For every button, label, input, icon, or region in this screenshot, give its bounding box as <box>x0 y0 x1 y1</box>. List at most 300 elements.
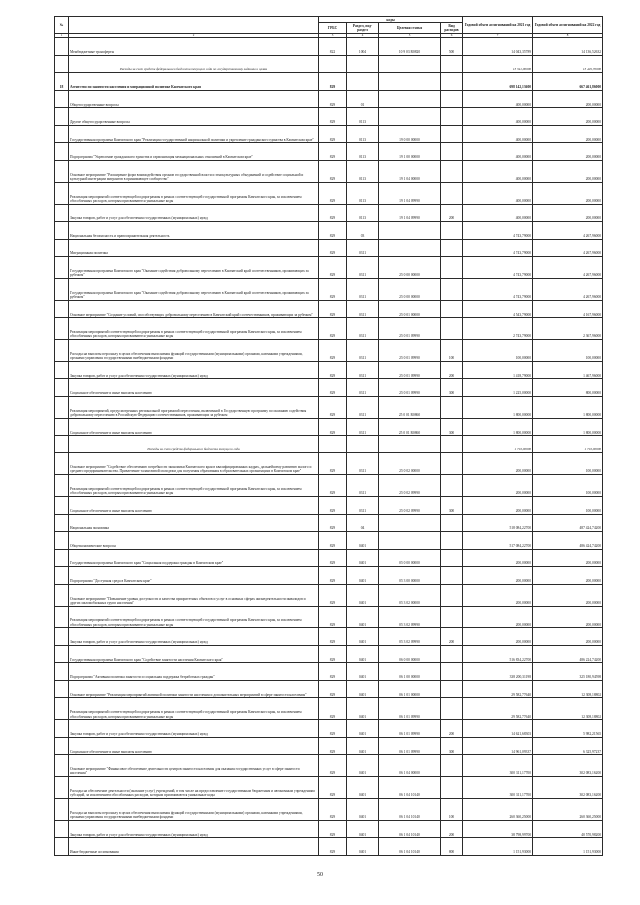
column-index: 7 <box>463 33 533 38</box>
row-razdel: 0311 <box>347 318 379 340</box>
row-grbs: 829 <box>319 318 347 340</box>
row-name: Социальное обеспечение и иные выплаты населению <box>69 379 319 397</box>
row-name: Основное мероприятие "Создание условий, способствующих добровольному переселению в Камчатский край соотечественников, проживающих за рубежом" <box>69 300 319 318</box>
row-amount-2022: 487 424,74200 <box>533 514 603 532</box>
row-target-article: 06 1 04 10140 <box>379 838 441 856</box>
row-amount-2022: 200,00000 <box>533 567 603 585</box>
row-amount-2021: 200,00000 <box>463 453 533 475</box>
row-expense-type <box>441 278 463 300</box>
row-name: Подпрограмма "Активная политика занятости и социальная поддержка безработных граждан" <box>69 663 319 681</box>
row-expense-type: 800 <box>441 838 463 856</box>
table-row <box>55 361 603 379</box>
row-grbs: 829 <box>319 204 347 222</box>
row-razdel: 0401 <box>347 798 379 820</box>
row-razdel: 0113 <box>347 125 379 143</box>
row-expense-type <box>441 108 463 126</box>
table-row <box>55 645 603 663</box>
row-amount-2021: 13 341,00000 <box>463 56 533 73</box>
row-grbs: 829 <box>319 720 347 738</box>
row-expense-type <box>441 257 463 279</box>
row-amount-2021: 400,00000 <box>463 90 533 108</box>
row-number <box>55 182 69 204</box>
row-grbs: 829 <box>319 820 347 838</box>
row-number <box>55 436 69 453</box>
row-amount-2022: 100,00000 <box>533 453 603 475</box>
table-row <box>55 108 603 126</box>
row-amount-2022: 12 308,18802 <box>533 680 603 698</box>
row-number <box>55 125 69 143</box>
row-name: Социальное обеспечение и иные выплаты населению <box>69 496 319 514</box>
row-target-article: 25 0 00 00000 <box>379 257 441 279</box>
row-razdel: 0113 <box>347 108 379 126</box>
row-expense-type <box>441 436 463 453</box>
row-amount-2021: 400,00000 <box>463 143 533 161</box>
row-amount-2021: 1 710,00000 <box>463 436 533 453</box>
row-number <box>55 239 69 257</box>
row-razdel: 01 <box>347 90 379 108</box>
row-name: Закупка товаров, работ и услуг для обеспечения государственных (муниципальных) нужд <box>69 720 319 738</box>
row-name: Подпрограмма "Доступная среда в Камчатском крае" <box>69 567 319 585</box>
row-expense-type <box>441 475 463 497</box>
row-amount-2022: 4 267,96000 <box>533 222 603 240</box>
table-row <box>55 698 603 720</box>
row-grbs: 829 <box>319 418 347 436</box>
table-row <box>55 257 603 279</box>
row-razdel: 0311 <box>347 379 379 397</box>
row-amount-2021: 338 200,31198 <box>463 663 533 681</box>
header-csr: Целевая статья <box>379 23 441 33</box>
table-row <box>55 720 603 738</box>
row-name: Миграционная политика <box>69 239 319 257</box>
table-row <box>55 436 603 453</box>
row-number <box>55 645 69 663</box>
row-amount-2022: 200,00000 <box>533 584 603 606</box>
row-expense-type: 200 <box>441 820 463 838</box>
row-amount-2021: 300 311,17700 <box>463 777 533 799</box>
row-amount-2022: 4 267,96000 <box>533 239 603 257</box>
row-expense-type <box>441 663 463 681</box>
row-razdel: 0401 <box>347 549 379 567</box>
row-number <box>55 418 69 436</box>
row-razdel <box>347 56 379 73</box>
row-amount-2022: 800,00000 <box>533 379 603 397</box>
row-razdel: 04 <box>347 514 379 532</box>
row-amount-2021: 518 084,22700 <box>463 514 533 532</box>
row-amount-2021: 400,00000 <box>463 204 533 222</box>
row-name: Межбюджетные трансферты <box>69 38 319 56</box>
row-name: Государственная программа Камчатского края "Социальная поддержка граждан в Камчатском крае" <box>69 549 319 567</box>
row-grbs: 829 <box>319 514 347 532</box>
table-row <box>55 777 603 799</box>
row-number <box>55 222 69 240</box>
row-amount-2021: 200,00000 <box>463 584 533 606</box>
row-target-article: 06 1 01 09990 <box>379 737 441 755</box>
table-row <box>55 532 603 550</box>
table-row <box>55 204 603 222</box>
row-amount-2021: 4 743,79000 <box>463 278 533 300</box>
row-amount-2022: 4 267,96000 <box>533 257 603 279</box>
row-amount-2022: 2 367,96000 <box>533 318 603 340</box>
row-expense-type <box>441 125 463 143</box>
row-target-article: 06 1 04 10140 <box>379 777 441 799</box>
row-target-article: 25 0 01 R0860 <box>379 418 441 436</box>
table-row <box>55 38 603 56</box>
row-name: Основное мероприятие "Финансовое обеспечение деятельности центров занятости населения для оказания государственных услуг в сфере занятости населения" <box>69 755 319 777</box>
row-amount-2022: 302 083,16200 <box>533 777 603 799</box>
row-grbs: 829 <box>319 698 347 720</box>
row-target-article: 05 3 00 00000 <box>379 567 441 585</box>
row-target-article <box>379 73 441 91</box>
row-grbs: 829 <box>319 755 347 777</box>
row-number <box>55 737 69 755</box>
row-number <box>55 340 69 362</box>
row-razdel: 0311 <box>347 300 379 318</box>
header-razdel: Раздел, под-раздел <box>347 23 379 33</box>
table-row <box>55 56 603 73</box>
row-name: Расходы на выплаты персоналу в целях обеспечения выполнения функций государственными (муниципальными) органами, казенными учреждениями, органами управления государственными внебюджетными фондами <box>69 798 319 820</box>
row-expense-type <box>441 239 463 257</box>
row-name: Закупка товаров, работ и услуг для обеспечения государственных (муниципальных) нужд <box>69 204 319 222</box>
row-amount-2021: 4 743,79000 <box>463 257 533 279</box>
row-amount-2021: 4 743,79000 <box>463 222 533 240</box>
row-amount-2022: 200,00000 <box>533 108 603 126</box>
row-target-article: 06 1 01 00000 <box>379 680 441 698</box>
row-target-article: 25 0 01 R0860 <box>379 396 441 418</box>
row-grbs: 829 <box>319 737 347 755</box>
row-name: Агентство по занятости населения и миграционной политике Камчатского края <box>69 73 319 91</box>
row-amount-2022: 667 461,86000 <box>533 73 603 91</box>
row-grbs: 829 <box>319 628 347 646</box>
row-name: Основное мероприятие "Реализация мероприятий активной политики занятости населения и дополнительных мероприятий в сфере занятости населения" <box>69 680 319 698</box>
table-row <box>55 278 603 300</box>
row-razdel: 0401 <box>347 777 379 799</box>
row-grbs: 829 <box>319 663 347 681</box>
row-amount-2022: 4 167,96000 <box>533 300 603 318</box>
row-expense-type: 100 <box>441 798 463 820</box>
row-razdel: 03 <box>347 222 379 240</box>
row-amount-2022: 1 800,00000 <box>533 396 603 418</box>
row-amount-2021: 100,00000 <box>463 340 533 362</box>
row-razdel: 0311 <box>347 475 379 497</box>
row-amount-2021: 517 084,22700 <box>463 532 533 550</box>
row-target-article: 10 9 03 R0820 <box>379 38 441 56</box>
row-number <box>55 278 69 300</box>
row-number <box>55 606 69 628</box>
row-amount-2021: 260 360,25000 <box>463 798 533 820</box>
row-grbs: 829 <box>319 645 347 663</box>
row-amount-2022: 1 467,96000 <box>533 361 603 379</box>
row-grbs: 829 <box>319 222 347 240</box>
row-amount-2021: 29 582,77640 <box>463 680 533 698</box>
row-grbs: 829 <box>319 160 347 182</box>
row-expense-type <box>441 777 463 799</box>
row-razdel: 0113 <box>347 160 379 182</box>
row-number <box>55 838 69 856</box>
table-row <box>55 798 603 820</box>
row-number <box>55 90 69 108</box>
row-amount-2022: 200,00000 <box>533 160 603 182</box>
row-amount-2022: 200,00000 <box>533 204 603 222</box>
row-expense-type <box>441 453 463 475</box>
row-target-article: 25 0 00 00000 <box>379 278 441 300</box>
row-number <box>55 680 69 698</box>
row-target-article <box>379 532 441 550</box>
row-target-article: 06 0 00 00000 <box>379 645 441 663</box>
row-razdel: 0401 <box>347 737 379 755</box>
row-amount-2022: 486 424,74200 <box>533 532 603 550</box>
row-name: Национальная экономика <box>69 514 319 532</box>
table-row <box>55 143 603 161</box>
table-row <box>55 549 603 567</box>
column-index: 8 <box>533 33 603 38</box>
row-target-article: 05 3 02 09990 <box>379 606 441 628</box>
column-index: 1 <box>55 33 69 38</box>
column-index: 2 <box>69 33 319 38</box>
row-expense-type <box>441 182 463 204</box>
row-grbs <box>319 56 347 73</box>
row-grbs: 829 <box>319 108 347 126</box>
row-amount-2022: 200,00000 <box>533 182 603 204</box>
row-expense-type <box>441 645 463 663</box>
row-target-article: 25 0 02 00000 <box>379 453 441 475</box>
row-expense-type <box>441 160 463 182</box>
row-number <box>55 549 69 567</box>
row-razdel: 0311 <box>347 396 379 418</box>
table-row <box>55 628 603 646</box>
table-row <box>55 300 603 318</box>
row-razdel: 0311 <box>347 453 379 475</box>
row-target-article: 25 0 01 09990 <box>379 340 441 362</box>
row-razdel: 0311 <box>347 278 379 300</box>
row-target-article <box>379 222 441 240</box>
row-number <box>55 108 69 126</box>
row-amount-2021: 200,00000 <box>463 549 533 567</box>
row-amount-2022: 40 570,98200 <box>533 820 603 838</box>
row-grbs: 829 <box>319 606 347 628</box>
table-row <box>55 73 603 91</box>
row-amount-2022: 200,00000 <box>533 143 603 161</box>
row-number <box>55 396 69 418</box>
row-number <box>55 318 69 340</box>
row-name: Государственная программа Камчатского края "Оказание содействия добровольному переселению в Камчатский край соотечественников, проживающих за рубежом" <box>69 257 319 279</box>
row-grbs: 829 <box>319 340 347 362</box>
row-grbs: 829 <box>319 396 347 418</box>
row-expense-type <box>441 584 463 606</box>
row-amount-2021: 1 800,00000 <box>463 418 533 436</box>
row-target-article: 06 1 04 10140 <box>379 820 441 838</box>
row-expense-type <box>441 222 463 240</box>
column-index: 4 <box>347 33 379 38</box>
row-expense-type: 200 <box>441 628 463 646</box>
row-expense-type: 100 <box>441 340 463 362</box>
row-name: Закупка товаров, работ и услуг для обеспечения государственных (муниципальных) нужд <box>69 628 319 646</box>
row-razdel: 0113 <box>347 204 379 222</box>
row-target-article: 06 1 01 09990 <box>379 698 441 720</box>
row-expense-type <box>441 755 463 777</box>
row-grbs: 829 <box>319 300 347 318</box>
row-number <box>55 300 69 318</box>
row-expense-type <box>441 549 463 567</box>
row-expense-type <box>441 143 463 161</box>
row-amount-2021: 4 743,79000 <box>463 239 533 257</box>
row-target-article <box>379 239 441 257</box>
table-row <box>55 222 603 240</box>
row-name: Закупка товаров, работ и услуг для обеспечения государственных (муниципальных) нужд <box>69 361 319 379</box>
row-razdel: 0113 <box>347 143 379 161</box>
row-razdel: 0401 <box>347 532 379 550</box>
row-razdel: 0401 <box>347 698 379 720</box>
table-row <box>55 475 603 497</box>
row-name: Социальное обеспечение и иные выплаты населению <box>69 737 319 755</box>
row-amount-2021: 200,00000 <box>463 567 533 585</box>
column-index: 3 <box>319 33 347 38</box>
column-index: 6 <box>441 33 463 38</box>
row-amount-2022: 1 710,00000 <box>533 436 603 453</box>
row-grbs: 829 <box>319 182 347 204</box>
header-vr: Вид расходов <box>441 23 463 33</box>
row-amount-2021: 1 225,00000 <box>463 379 533 397</box>
row-amount-2022: 200,00000 <box>533 549 603 567</box>
row-grbs: 829 <box>319 584 347 606</box>
table-row <box>55 606 603 628</box>
row-target-article: 19 0 00 00000 <box>379 125 441 143</box>
table-row <box>55 318 603 340</box>
row-target-article: 25 0 01 09990 <box>379 361 441 379</box>
row-name: Реализация мероприятий, предусмотренных региональной программой переселения, включенной в Государственную программу по оказанию содействия добровольному переселению в Российскую Федерацию соотечественников, проживающих за рубежом <box>69 396 319 418</box>
row-razdel: 0401 <box>347 663 379 681</box>
row-grbs: 829 <box>319 777 347 799</box>
row-amount-2022: 100,00000 <box>533 340 603 362</box>
row-grbs: 829 <box>319 453 347 475</box>
row-number <box>55 628 69 646</box>
row-name: Государственная программа Камчатского края "Реализация государственной национальной политики и укрепление гражданского единства в Камчатском крае" <box>69 125 319 143</box>
header-name <box>69 17 319 34</box>
row-target-article <box>379 514 441 532</box>
row-name: Основное мероприятие "Расширение форм взаимодействия органов государственной власти и этнокультурных объединений и содействие социальной и культурной интеграции мигрантов в принимающее сообщество" <box>69 160 319 182</box>
row-expense-type <box>441 532 463 550</box>
row-grbs: 829 <box>319 379 347 397</box>
row-razdel: 0401 <box>347 755 379 777</box>
row-razdel <box>347 436 379 453</box>
row-amount-2021: 14 621,68303 <box>463 720 533 738</box>
row-name: Реализация мероприятий соответствующей подпрограммы в рамках соответствующей государственной программы Камчатского края, за исключением обособленных расходов, которым присваиваются уникальные коды <box>69 475 319 497</box>
row-amount-2022: 4 267,96000 <box>533 278 603 300</box>
row-razdel: 0311 <box>347 239 379 257</box>
row-number <box>55 257 69 279</box>
row-expense-type: 300 <box>441 737 463 755</box>
row-target-article: 19 1 04 00000 <box>379 160 441 182</box>
column-index: 5 <box>379 33 441 38</box>
row-number <box>55 720 69 738</box>
table-row <box>55 396 603 418</box>
row-expense-type: 300 <box>441 379 463 397</box>
row-amount-2022: 325 180,94598 <box>533 663 603 681</box>
row-amount-2022: 13 429,70000 <box>533 56 603 73</box>
row-number <box>55 475 69 497</box>
row-razdel: 0113 <box>347 182 379 204</box>
row-expense-type <box>441 606 463 628</box>
row-number <box>55 567 69 585</box>
row-target-article: 19 1 04 09990 <box>379 182 441 204</box>
row-razdel: 0401 <box>347 820 379 838</box>
table-row <box>55 838 603 856</box>
row-amount-2022: 1 151,93000 <box>533 838 603 856</box>
row-target-article: 06 1 00 00000 <box>379 663 441 681</box>
row-amount-2022: 100,00000 <box>533 496 603 514</box>
row-amount-2021: 2 743,79000 <box>463 318 533 340</box>
row-razdel: 0401 <box>347 680 379 698</box>
row-amount-2022: 5 982,21565 <box>533 720 603 738</box>
page-number: 50 <box>317 872 323 878</box>
row-name: Реализация мероприятий соответствующей подпрограммы в рамках соответствующей государственной программы Камчатского края, за исключением обособленных расходов, которым присваиваются уникальные коды <box>69 318 319 340</box>
row-expense-type: 500 <box>441 38 463 56</box>
row-number <box>55 379 69 397</box>
table-row <box>55 418 603 436</box>
row-amount-2021: 200,00000 <box>463 496 533 514</box>
row-number <box>55 755 69 777</box>
row-amount-2021: 200,00000 <box>463 606 533 628</box>
row-number <box>55 777 69 799</box>
row-name: Реализация мероприятий соответствующей подпрограммы в рамках соответствующей государственной программы Камчатского края, за исключением обособленных расходов, которым присваиваются уникальные коды <box>69 698 319 720</box>
header-no: № <box>55 17 69 34</box>
row-amount-2022: 200,00000 <box>533 125 603 143</box>
row-amount-2022: 486 224,74200 <box>533 645 603 663</box>
row-expense-type: 300 <box>441 418 463 436</box>
budget-table <box>54 16 603 856</box>
row-expense-type <box>441 396 463 418</box>
row-amount-2022: 12 308,18802 <box>533 698 603 720</box>
row-number <box>55 532 69 550</box>
table-row <box>55 496 603 514</box>
budget-sheet <box>54 16 602 856</box>
table-row <box>55 663 603 681</box>
row-name: Расходы за счет средств федерального бюджета текущего года по государственному заданию и целям <box>69 56 319 73</box>
row-razdel: 0401 <box>347 645 379 663</box>
row-amount-2021: 1 418,79000 <box>463 361 533 379</box>
row-razdel: 0401 <box>347 838 379 856</box>
row-grbs: 829 <box>319 549 347 567</box>
row-name: Расходы за счет средств федерального бюджета текущего года <box>69 436 319 453</box>
row-amount-2021: 29 582,77640 <box>463 698 533 720</box>
row-number <box>55 204 69 222</box>
row-name: Подпрограмма "Укрепление гражданского единства и гармонизация межнациональных отношений в Камчатском крае" <box>69 143 319 161</box>
row-expense-type <box>441 680 463 698</box>
row-amount-2021: 516 834,22700 <box>463 645 533 663</box>
row-name: Расходы на обеспечение деятельности (оказание услуг) учреждений, в том числе на предоставление государственным бюджетным и автономным учреждениям субсидий, за исключением обособленных расходов, которым присваиваются уникальные коды <box>69 777 319 799</box>
row-name: Закупка товаров, работ и услуг для обеспечения государственных (муниципальных) нужд <box>69 820 319 838</box>
row-target-article <box>379 56 441 73</box>
row-grbs: 829 <box>319 125 347 143</box>
row-target-article <box>379 90 441 108</box>
row-amount-2021: 400,00000 <box>463 160 533 182</box>
row-amount-2021: 1 151,93000 <box>463 838 533 856</box>
row-grbs: 829 <box>319 90 347 108</box>
row-expense-type: 300 <box>441 496 463 514</box>
row-number <box>55 663 69 681</box>
row-target-article: 06 1 04 00000 <box>379 755 441 777</box>
row-expense-type <box>441 56 463 73</box>
row-expense-type <box>441 318 463 340</box>
budget-rows <box>55 38 603 855</box>
row-amount-2021: 4 543,79000 <box>463 300 533 318</box>
row-name: Основное мероприятие "Содействие обеспечению потребности экономики Камчатского края в квалифицированных кадрах, дальнейшему развитию малого и среднего предпринимательства. Привлечение талантливой молодежи для получения образования в образовательных организациях в Камчатском крае" <box>69 453 319 475</box>
row-target-article: 25 0 01 00000 <box>379 300 441 318</box>
header-2022: Годовой объем ассигнований на 2022 год <box>533 17 603 34</box>
row-amount-2021: 400,00000 <box>463 108 533 126</box>
row-number <box>55 143 69 161</box>
row-amount-2021: 38 798,99700 <box>463 820 533 838</box>
row-number: 18 <box>55 73 69 91</box>
